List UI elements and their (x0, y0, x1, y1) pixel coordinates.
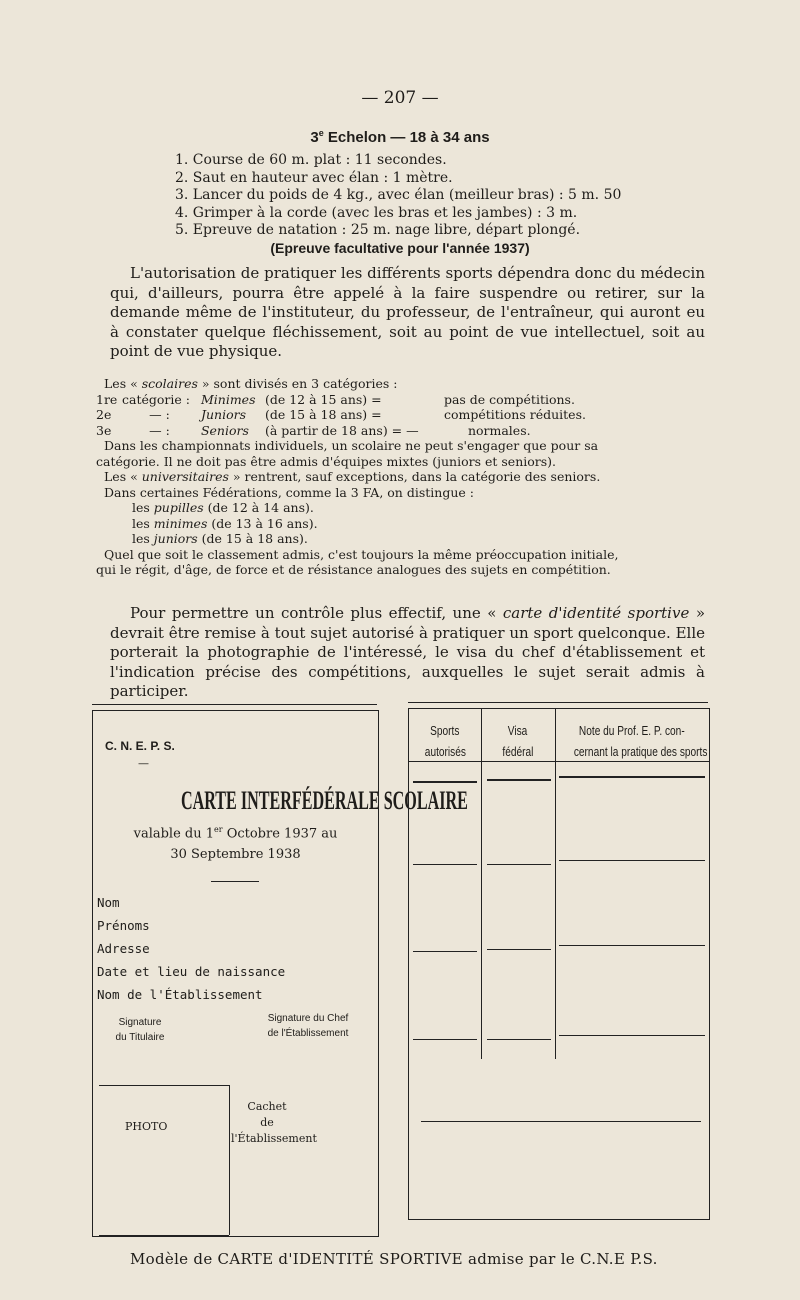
category-row: 2e — : Juniors (de 15 à 18 ans) = compétitions réduites. (96, 407, 586, 422)
figure-caption: Modèle de CARTE d'IDENTITÉ SPORTIVE admise par le C.N.E P.S. (130, 1250, 658, 1268)
identity-card: C. N. E. P. S. — CARTE INTERFÉDÉRALE SCOLAIRE valable du 1er Octobre 1937 au 30 Septembre 1938 Nom Prénoms Adresse Date et lieu de naissance Nom de l'Établissement Signature du Titulaire Signature du Chef de l'Établissement PHOTO Cachet de l'Établissement (92, 710, 379, 1237)
sports-table (408, 708, 710, 1220)
cachet-label: Cachet de l'Établissement (231, 1100, 317, 1145)
field-naissance: Date et lieu de naissance (97, 964, 286, 979)
card-title: CARTE INTERFÉDÉRALE SCOLAIRE (180, 786, 468, 815)
field-nom: Nom (97, 895, 120, 910)
list-item: 5. Epreuve de natation : 25 m. nage libre, départ plongé. (175, 222, 581, 238)
field-etablissement: Nom de l'Établissement (97, 987, 263, 1002)
card-validity: valable du 1er Octobre 1937 au (133, 825, 338, 842)
optional-note: (Epreuve facultative pour l'année 1937) (270, 240, 530, 256)
paragraph-identity-card: Pour permettre un contrôle plus effectif, une « carte d'identité sportive » devrait être remise à tout sujet autorisé à pratiquer un sport quelconque. Elle porterait la photographie de l'intéressé, le visa du chef d'établissement et l'indication précise des compétitions, auxquelles le sujet serait admis à participer. (110, 604, 705, 700)
list-item: 1. Course de 60 m. plat : 11 secondes. (175, 152, 447, 168)
list-item: 4. Grimper à la corde (avec les bras et les jambes) : 3 m. (175, 204, 578, 221)
photo-label: PHOTO (125, 1120, 168, 1133)
section-heading: 3e Echelon — 18 à 34 ans (310, 128, 490, 146)
paragraph-authorization: L'autorisation de pratiquer les différents sports dépendra donc du médecin qui, d'ailleurs, pourra être appelé à la faire suspendre ou retirer, sur la demande même de l'instituteur, du professeur, de l'entraîneur, qui auront eu à constater quelque fléchissement, soit au point de vue intellectuel, soit au point de vue physique. (110, 264, 705, 360)
field-adresse: Adresse (97, 941, 150, 956)
card-fields (97, 891, 285, 1006)
signature-holder: Signature du Titulaire (115, 1017, 165, 1043)
category-row: 3e — : Seniors (à partir de 18 ans) = — normales. (96, 422, 531, 438)
events-list (175, 152, 621, 240)
col-header-note: Note du Prof. E. P. con- cernant la pratique des sports (573, 723, 708, 759)
page-number: — 207 — (361, 88, 439, 108)
categories-block: Les « scolaires » sont divisés en 3 catégories : 1re catégorie : Minimes (de 12 à 15 ans) = pas de compétitions. 2e — : Juniors (de 15 à 18 ans) = compétitions réduites. 3e — : Seniors (à partir de 18 ans) = — normales. Dans les championnats individuels, un scolaire ne peut s'engager que pour sa catégorie. Il ne doit pas être admis d'équipes mixtes (juniors et seniors). Les « universitaires » rentrent, sauf exceptions, dans la catégorie des seniors. Dans certaines Fédérations, comme la 3 FA, on distingue : les pupilles (de 12 à 14 ans). les minimes (de 13 à 16 ans). les juniors (de 15 à 18 ans). Quel que soit le classement admis, c'est toujours la même préoccupation initiale, qui le régit, d'âge, de force et de résistance analogues des sujets en compétition. (96, 376, 706, 578)
list-item: 2. Saut en hauteur avec élan : 1 mètre. (175, 169, 453, 186)
signature-chief: Signature du Chef de l'Établissement (267, 1013, 349, 1039)
category-row: 1re catégorie : Minimes (de 12 à 15 ans) = pas de compétitions. (96, 391, 575, 407)
card-org: C. N. E. P. S. (105, 739, 175, 753)
field-prenoms: Prénoms (97, 918, 150, 933)
list-item: 3. Lancer du poids de 4 kg., avec élan (meilleur bras) : 5 m. 50 (175, 187, 622, 203)
col-header-sports: Sports autorisés (424, 723, 466, 759)
col-header-visa: Visa fédéral (502, 723, 534, 759)
